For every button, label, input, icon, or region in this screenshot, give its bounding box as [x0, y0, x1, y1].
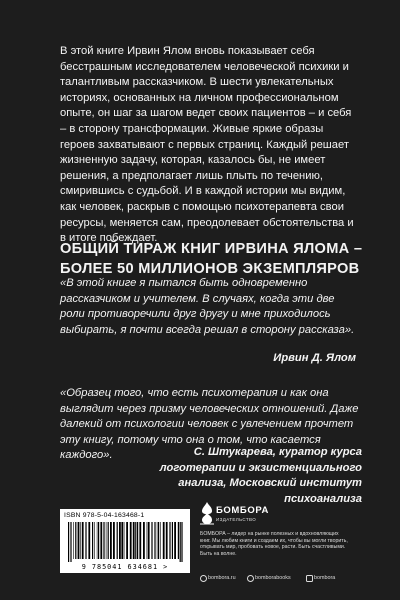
barcode-bar — [172, 522, 173, 559]
barcode-bar — [169, 522, 170, 559]
barcode-bar — [94, 522, 95, 559]
barcode-bar — [73, 522, 74, 559]
barcode-bar — [133, 522, 135, 559]
headline-line-1: ОБЩИЙ ТИРАЖ КНИГ ИРВИНА ЯЛОМА – — [60, 241, 363, 257]
barcode-bar — [85, 522, 86, 559]
barcode-bar — [157, 522, 158, 559]
barcode-bar — [147, 522, 148, 559]
barcode-bar — [174, 522, 176, 559]
barcode-bar — [124, 522, 125, 559]
barcode-bar — [98, 522, 99, 559]
publisher-description: БОМБОРА – лидер на рынке полезных и вдохновляющих книг. Мы любим книги и создаем их, чтобы вы могли творить, открывать мир, пробовать новое, расти. Быть счастливыми. Быть на волне. — [200, 531, 348, 557]
barcode-bar — [158, 522, 159, 559]
barcode-bar — [103, 522, 104, 559]
publisher-name: БОМБОРА — [216, 505, 269, 516]
barcode-bar — [108, 522, 109, 559]
circulation-headline — [60, 239, 363, 279]
barcode-bar — [135, 522, 136, 559]
globe-icon — [200, 575, 207, 582]
barcode-bar — [117, 522, 118, 559]
barcode-bar — [151, 522, 152, 559]
publisher-logo — [200, 501, 270, 527]
barcode-bar — [78, 522, 80, 559]
instagram-link: bombora — [314, 575, 336, 581]
barcode-bar — [110, 522, 112, 559]
barcode-bar — [119, 522, 121, 559]
barcode-bar — [143, 522, 145, 559]
barcode-bar — [160, 522, 161, 559]
barcode-bar — [75, 522, 76, 559]
barcode-bar — [130, 522, 132, 559]
barcode-bars — [66, 522, 184, 562]
barcode-bar — [154, 522, 155, 559]
vk-icon — [247, 575, 254, 582]
review-quote-attribution: С. Штукарева, куратор курса логотерапии и экзистенциального анализа, Московский институт психоанализа — [159, 446, 362, 505]
barcode-bar — [68, 522, 69, 562]
author-quote: «В этой книге я пытался быть одновременно рассказчиком и учителем. В случаях, когда эти две роли противоречили друг другу и мне приходилось выбирать, я почти всегда решал в сторону рассказа». — [60, 277, 355, 336]
barcode-bar — [97, 522, 98, 559]
publisher-subtitle: ИЗДАТЕЛЬСТВО — [216, 517, 257, 522]
barcode-bar — [100, 522, 102, 559]
book-description: В этой книге Ирвин Ялом вновь показывает себя бесстрашным исследователем человеческой психики и талантливым рассказчиком. В шести увлекательных историях, основанных на личном профессиональном опыте, он шаг за шагом ведет своих пациентов – и себя – в сторону трансформации. Живые яркие образы героев захватывают с первых страниц. Каждый решает жизненную задачу, которая, казалось бы, не имеет решения, а предполагает лишь плыть по течению, смирившись с судьбой. И в каждой истории мы видим, как человек, раскрыв с помощью психотерапевта свои ресурсы, меняется сам, преодолевает обстоятельства и в итоге побеждает. — [60, 45, 354, 245]
barcode-bar — [178, 522, 179, 559]
barcode-bar — [80, 522, 81, 559]
barcode-bar — [82, 522, 84, 559]
barcode-bar — [88, 522, 90, 559]
barcode-bar — [70, 522, 71, 562]
publisher-links — [200, 574, 360, 584]
review-quote: «Образец того, что есть психотерапия и как она выглядит через призму человеческих отношений. Даже далекий от психологии человек с увлечением прочтет эту книгу, потому что она о том, что касается каждого». — [60, 387, 359, 462]
isbn-barcode — [60, 509, 190, 573]
barcode-bar — [180, 522, 181, 562]
barcode-bar — [121, 522, 123, 559]
website-link: bombora.ru — [208, 575, 236, 581]
bombora-logo-icon — [200, 501, 214, 525]
barcode-bar — [148, 522, 150, 559]
ean-digits: 9 785041 634681 > — [81, 563, 169, 571]
isbn-number: ISBN 978-5-04-163468-1 — [64, 512, 145, 519]
barcode-bar — [126, 522, 128, 559]
barcode-bar — [166, 522, 168, 559]
headline-line-2: БОЛЕЕ 50 МИЛЛИОНОВ ЭКЗЕМПЛЯРОВ — [60, 261, 360, 277]
author-quote-attribution: Ирвин Д. Ялом — [273, 352, 356, 364]
instagram-icon — [306, 575, 313, 582]
barcode-bar — [163, 522, 165, 559]
barcode-bar — [137, 522, 138, 559]
barcode-bar — [139, 522, 141, 559]
barcode-bar — [181, 522, 182, 562]
barcode-bar — [113, 522, 115, 559]
barcode-bar — [92, 522, 93, 559]
vk-link: bomborabooks — [255, 575, 291, 581]
barcode-bar — [106, 522, 107, 559]
